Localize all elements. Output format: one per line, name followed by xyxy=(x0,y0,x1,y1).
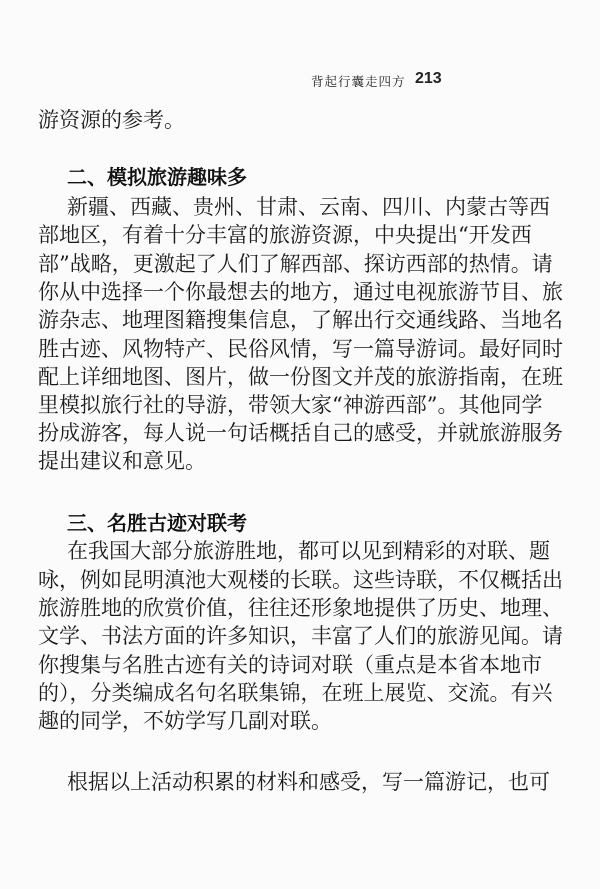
paragraph-line: 旅游胜地的欣赏价值，往往还形象地提供了历史、地理、 xyxy=(38,596,563,620)
paragraph-line: 部地区，有着十分丰富的旅游资源，中央提出“开发西 xyxy=(38,223,532,247)
paragraph-line: 里模拟旅行社的导游，带领大家“神游西部”。其他同学 xyxy=(38,393,543,417)
paragraph-line: 胜古迹、风物特产、民俗风情，写一篇导游词。最好同时 xyxy=(38,337,563,361)
paragraph-line: 你搜集与名胜古迹有关的诗词对联（重点是本省本地市 xyxy=(38,653,542,677)
paragraph-line: 扮成游客，每人说一句话概括自己的感受，并就旅游服务 xyxy=(38,421,563,445)
paragraph-line: 趣的同学，不妨学写几副对联。 xyxy=(38,709,332,733)
section-heading-3: 三、名胜古迹对联考 xyxy=(67,511,247,535)
paragraph-line: 游杂志、地理图籍搜集信息，了解出行交通线路、当地名 xyxy=(38,308,563,332)
running-title: 背起行囊走四方 xyxy=(311,74,406,89)
paragraph-line: 配上详细地图、图片，做一份图文并茂的旅游指南，在班 xyxy=(38,365,563,389)
paragraph-line: 提出建议和意见。 xyxy=(38,449,206,473)
page-number: 213 xyxy=(415,70,442,87)
paragraph-line: 文学、书法方面的许多知识，丰富了人们的旅游见闻。请 xyxy=(38,624,563,648)
paragraph-line: 部”战略，更激起了人们了解西部、探访西部的热情。请 xyxy=(38,252,553,276)
paragraph-line: 在我国大部分旅游胜地，都可以见到精彩的对联、题 xyxy=(67,539,550,563)
paragraph-line: 新疆、西藏、贵州、甘肃、云南、四川、内蒙古等西 xyxy=(67,195,550,219)
section-heading-2: 二、模拟旅游趣味多 xyxy=(67,165,247,189)
paragraph-line: 的），分类编成名句名联集锦，在班上展览、交流。有兴 xyxy=(38,681,553,705)
paragraph-line: 游资源的参考。 xyxy=(38,108,185,132)
paragraph-line: 你从中选择一个你最想去的地方，通过电视旅游节目、旅 xyxy=(38,280,563,304)
paragraph-line: 咏，例如昆明滇池大观楼的长联。这些诗联，不仅概括出 xyxy=(38,568,563,592)
closing-paragraph-line: 根据以上活动积累的材料和感受，写一篇游记，也可 xyxy=(67,770,550,794)
